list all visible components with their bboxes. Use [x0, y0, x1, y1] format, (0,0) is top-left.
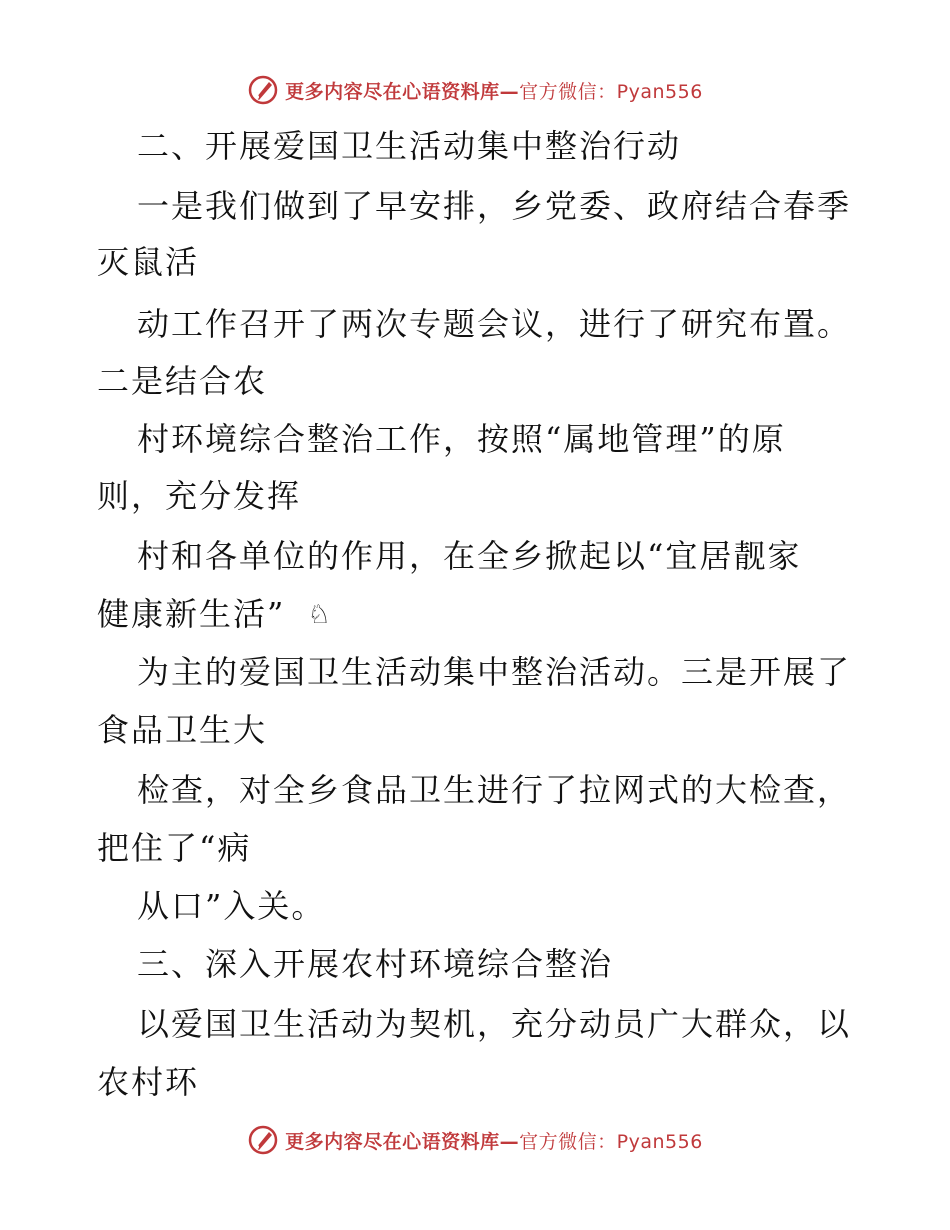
- watermark-main-text: 更多内容尽在心语资料库—: [285, 1130, 520, 1153]
- paragraph-line: 把住了“病: [97, 829, 252, 867]
- section-heading-2: 二、开展爱国卫生活动集中整治行动: [137, 127, 682, 165]
- paragraph-line: 二是结合农: [97, 362, 268, 400]
- paragraph-line: 农村环: [97, 1063, 200, 1101]
- paragraph-line: 村环境综合整治工作，按照“属地管理”的原: [137, 420, 786, 458]
- pen-circle-logo: [247, 74, 279, 106]
- watermark-text: [285, 77, 703, 104]
- paragraph-line-text: 健康新生活”: [97, 595, 286, 633]
- watermark-text: [285, 1127, 703, 1154]
- header-watermark: [0, 70, 950, 110]
- paragraph-line: 灭鼠活: [97, 243, 200, 281]
- footer-watermark: [0, 1120, 950, 1160]
- paragraph-line: 从口”入关。: [137, 887, 326, 925]
- paragraph-line: 一是我们做到了早安排，乡党委、政府结合春季: [137, 187, 852, 225]
- chess-knight-icon: ♘: [307, 600, 333, 630]
- paragraph-line: 村和各单位的作用，在全乡掀起以“宜居靓家: [137, 537, 802, 575]
- pen-circle-logo: [247, 1124, 279, 1156]
- paragraph-line-with-icon: [97, 594, 333, 635]
- paragraph-line: 食品卫生大: [97, 711, 268, 749]
- watermark-main-text: 更多内容尽在心语资料库—: [285, 80, 520, 103]
- watermark-wechat-text: 官方微信：Pyan556: [519, 1130, 703, 1153]
- section-heading-3: 三、深入开展农村环境综合整治: [137, 945, 614, 983]
- paragraph-line: 则，充分发挥: [97, 477, 302, 515]
- paragraph-line: 动工作召开了两次专题会议，进行了研究布置。: [137, 305, 852, 343]
- paragraph-line: 为主的爱国卫生活动集中整治活动。三是开展了: [137, 653, 852, 691]
- paragraph-line: 以爱国卫生活动为契机，充分动员广大群众，以: [137, 1005, 852, 1043]
- paragraph-line: 检查，对全乡食品卫生进行了拉网式的大检查，: [137, 771, 852, 809]
- watermark-wechat-text: 官方微信：Pyan556: [519, 80, 703, 103]
